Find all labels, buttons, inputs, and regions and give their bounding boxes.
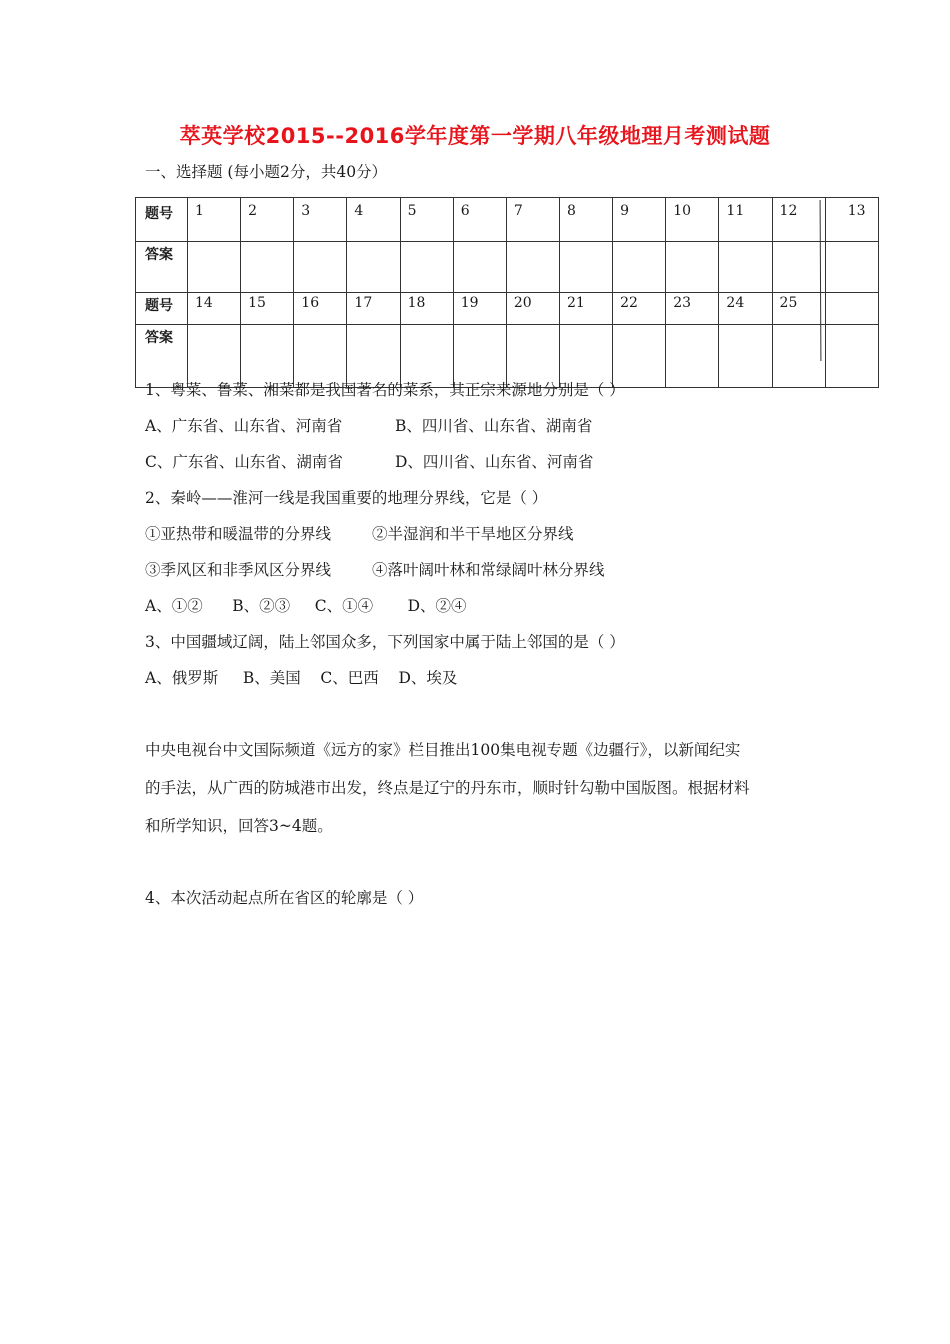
- answer-cell[interactable]: [559, 242, 612, 293]
- question-2-options: A、①② B、②③ C、①④ D、②④: [145, 597, 467, 615]
- question-number: [825, 293, 878, 325]
- question-number: 10: [666, 198, 719, 242]
- question-number: 5: [400, 198, 453, 242]
- question-number: 22: [613, 293, 666, 325]
- table-row: [136, 198, 879, 242]
- question-number-label: 题号: [136, 198, 188, 242]
- answer-cell[interactable]: [772, 242, 825, 293]
- question-number: 12: [772, 198, 825, 242]
- answer-cell[interactable]: [825, 325, 878, 388]
- question-number: 17: [347, 293, 400, 325]
- answer-cell[interactable]: [666, 242, 719, 293]
- answer-table: [135, 197, 879, 388]
- question-2-statement-4: ④落叶阔叶林和常绿阔叶林分界线: [372, 561, 605, 579]
- question-1-option-a: A、广东省、山东省、河南省: [145, 417, 343, 435]
- answer-cell[interactable]: [825, 242, 878, 293]
- question-3: 3、中国疆域辽阔，陆上邻国众多，下列国家中属于陆上邻国的是（ ）: [145, 633, 625, 651]
- question-number: 18: [400, 293, 453, 325]
- answer-cell[interactable]: [241, 242, 294, 293]
- answer-cell[interactable]: [772, 325, 825, 388]
- question-1: 1、粤菜、鲁菜、湘菜都是我国著名的菜系，其正宗来源地分别是（ ）: [145, 381, 625, 399]
- answer-cell[interactable]: [400, 242, 453, 293]
- question-number: 19: [453, 293, 506, 325]
- question-2-statement-3: ③季风区和非季风区分界线: [145, 561, 332, 579]
- question-number: 21: [559, 293, 612, 325]
- question-number: 3: [294, 198, 347, 242]
- question-number: 14: [188, 293, 241, 325]
- question-2-statement-2: ②半湿润和半干旱地区分界线: [372, 525, 574, 543]
- page-title: 萃英学校2015--2016学年度第一学期八年级地理月考测试题: [179, 124, 771, 148]
- question-number-label: 题号: [136, 293, 188, 325]
- answer-cell[interactable]: [347, 242, 400, 293]
- question-1-option-c: C、广东省、山东省、湖南省: [145, 453, 343, 471]
- question-2-statement-1: ①亚热带和暖温带的分界线: [145, 525, 332, 543]
- question-number: 6: [453, 198, 506, 242]
- question-number: 23: [666, 293, 719, 325]
- question-1-option-d: D、四川省、山东省、河南省: [395, 453, 594, 471]
- question-1-option-b: B、四川省、山东省、湖南省: [395, 417, 593, 435]
- answer-cell[interactable]: [506, 242, 559, 293]
- question-4: 4、本次活动起点所在省区的轮廓是（ ）: [145, 889, 424, 907]
- answer-cell[interactable]: [453, 242, 506, 293]
- answer-cell[interactable]: [719, 242, 772, 293]
- answer-label: 答案: [136, 242, 188, 293]
- question-number: 16: [294, 293, 347, 325]
- answer-cell[interactable]: [666, 325, 719, 388]
- answer-cell[interactable]: [719, 325, 772, 388]
- table-row: [136, 293, 879, 325]
- question-number: 15: [241, 293, 294, 325]
- material-line-3: 和所学知识，回答3~4题。: [145, 817, 333, 835]
- answer-label: 答案: [136, 325, 188, 388]
- question-number: 1: [188, 198, 241, 242]
- question-number: 2: [241, 198, 294, 242]
- question-number: 20: [506, 293, 559, 325]
- question-number: 9: [613, 198, 666, 242]
- answer-cell[interactable]: [294, 242, 347, 293]
- question-3-options: A、俄罗斯 B、美国 C、巴西 D、埃及: [145, 669, 458, 687]
- section-heading: 一、选择题 (每小题2分，共40分）: [145, 163, 388, 181]
- question-number: 4: [347, 198, 400, 242]
- answer-cell[interactable]: [188, 242, 241, 293]
- question-2: 2、秦岭——淮河一线是我国重要的地理分界线，它是（ ）: [145, 489, 548, 507]
- question-number: 13: [825, 198, 878, 242]
- question-number: 24: [719, 293, 772, 325]
- question-number: 7: [506, 198, 559, 242]
- answer-cell[interactable]: [613, 242, 666, 293]
- question-number: 8: [559, 198, 612, 242]
- material-line-1: 中央电视台中文国际频道《远方的家》栏目推出100集电视专题《边疆行》，以新闻纪实: [145, 741, 741, 759]
- table-row: [136, 242, 879, 293]
- material-line-2: 的手法，从广西的防城港市出发，终点是辽宁的丹东市，顺时针勾勒中国版图。根据材料: [145, 779, 750, 797]
- question-number: 25: [772, 293, 825, 325]
- question-number: 11: [719, 198, 772, 242]
